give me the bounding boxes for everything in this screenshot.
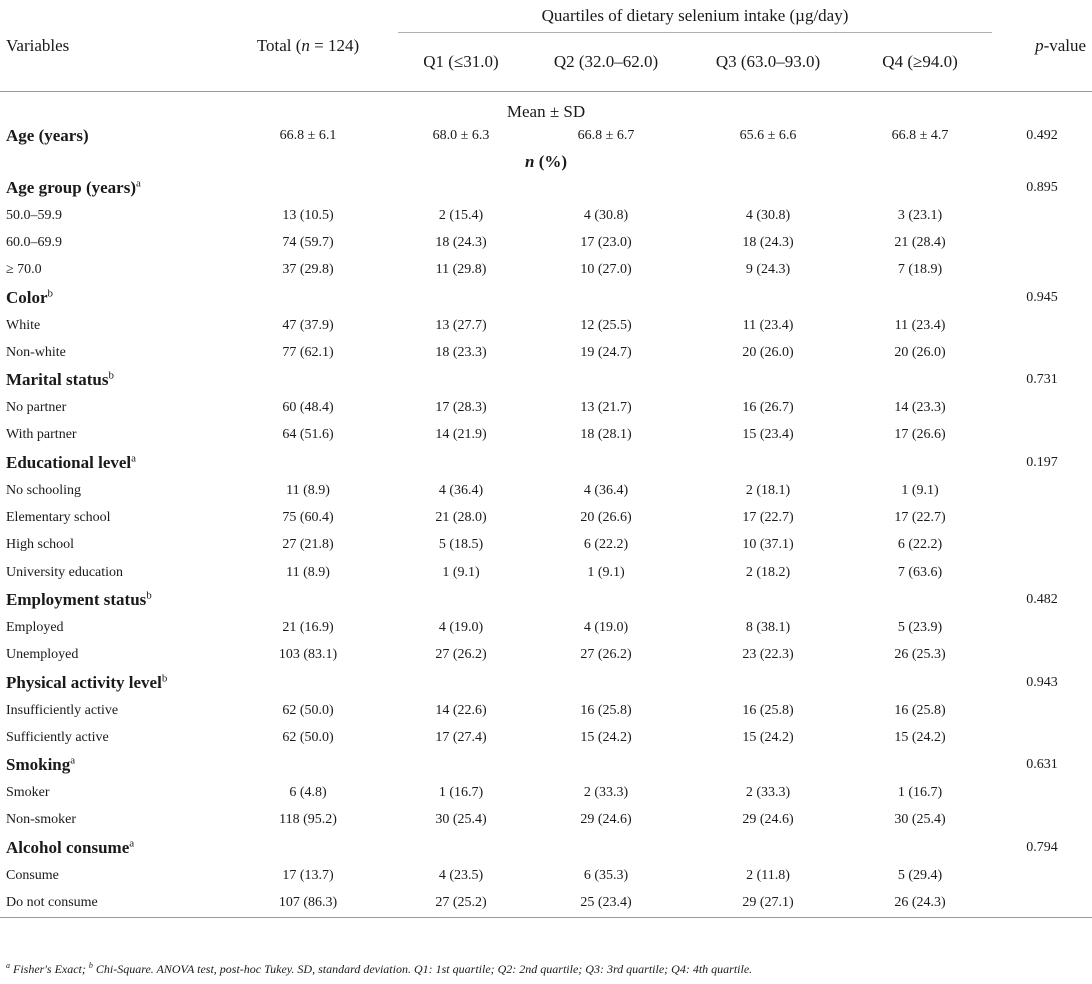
cell-total: 64 (51.6): [282, 427, 334, 443]
cell-pvalue-empty: [992, 477, 1092, 504]
cell-q1: 14 (21.9): [435, 427, 487, 443]
group-footnote-marker: a: [129, 837, 135, 850]
cell-q1: 13 (27.7): [435, 317, 487, 333]
table-row: [0, 697, 1092, 724]
cell-q1: 27 (26.2): [435, 647, 487, 663]
cell-q4: 3 (23.1): [897, 207, 943, 223]
cell-q1: 27 (25.2): [435, 894, 487, 910]
cell-q4: 66.8 ± 4.7: [891, 128, 949, 143]
table-body: [0, 92, 1092, 918]
cell-q3: 11 (23.4): [742, 317, 794, 333]
n-percent-label: [0, 150, 1092, 174]
table-row: [0, 504, 1092, 531]
cell-pvalue-empty: [992, 862, 1092, 889]
n-percent-rest: (%): [534, 152, 568, 171]
row-label: No partner: [6, 400, 67, 416]
cell-q4: 16 (25.8): [894, 702, 946, 718]
cell-q4: 5 (29.4): [897, 867, 943, 883]
cell-q1: 1 (16.7): [438, 785, 484, 801]
cell-total: 77 (62.1): [282, 344, 334, 360]
cell-total: 37 (29.8): [282, 262, 334, 278]
pvalue-header-p: p: [1035, 35, 1044, 55]
cell-q1: 18 (24.3): [435, 234, 487, 250]
footnote-a-marker: a: [6, 961, 10, 970]
table-row: [0, 422, 1092, 449]
cell-q4: 7 (18.9): [897, 262, 943, 278]
group-header-row: [0, 586, 1092, 614]
cell-pvalue-empty: [992, 532, 1092, 559]
cell-total: 27 (21.8): [282, 537, 334, 553]
row-label: Consume: [6, 867, 59, 883]
cell-total: 13 (10.5): [282, 207, 334, 223]
group-header-row: [0, 834, 1092, 862]
total-header-n: n: [301, 35, 310, 55]
cell-q1: 4 (36.4): [438, 482, 484, 498]
cell-total: 21 (16.9): [282, 619, 334, 635]
group-label-text: Smoking: [6, 755, 71, 775]
cell-q4: 1 (9.1): [901, 482, 939, 498]
cell-pvalue-empty: [992, 889, 1092, 917]
n-percent-n: n: [525, 152, 535, 171]
cell-q1: 21 (28.0): [435, 510, 487, 526]
row-label: Unemployed: [6, 647, 79, 663]
cell-q3: 23 (22.3): [742, 647, 794, 663]
cell-pvalue-empty: [992, 779, 1092, 806]
cell-q2: 25 (23.4): [580, 894, 632, 910]
cell-q4: 15 (24.2): [894, 729, 946, 745]
cell-pvalue-empty: [992, 202, 1092, 229]
row-label: No schooling: [6, 482, 82, 498]
cell-q3: 29 (27.1): [742, 894, 794, 910]
table-row: [0, 202, 1092, 229]
table-row: [0, 724, 1092, 751]
cell-pvalue-empty: [992, 559, 1092, 586]
cell-q3: 2 (33.3): [745, 785, 791, 801]
cell-total: 17 (13.7): [282, 867, 334, 883]
row-label: ≥ 70.0: [6, 262, 42, 278]
footnote: [6, 962, 752, 977]
table-row: [0, 532, 1092, 559]
table-row: [0, 614, 1092, 641]
group-label: [0, 669, 992, 697]
cell-pvalue-empty: [992, 312, 1092, 339]
cell-q2: 66.8 ± 6.7: [577, 128, 635, 143]
cell-q4: 6 (22.2): [897, 537, 943, 553]
row-label: Non-smoker: [6, 812, 76, 828]
table-row: [0, 394, 1092, 421]
group-label-text: Alcohol consume: [6, 838, 130, 858]
cell-pvalue-empty: [992, 504, 1092, 531]
cell-q4: 20 (26.0): [894, 344, 946, 360]
footnote-b-text: Chi-Square. ANOVA test, post-hoc Tukey. SD, standard deviation. Q1: 1st quartile; Q2: 2nd quartile; Q3: 3rd quartile; Q4: 4th quartile.: [92, 962, 753, 976]
group-label: [0, 284, 992, 312]
cell-q2: 12 (25.5): [580, 317, 632, 333]
cell-total: 47 (37.9): [282, 317, 334, 333]
cell-q2: 1 (9.1): [587, 564, 625, 580]
cell-q2: 27 (26.2): [580, 647, 632, 663]
cell-q1: 18 (23.3): [435, 344, 487, 360]
cell-pvalue-empty: [992, 697, 1092, 724]
row-label: Sufficiently active: [6, 729, 109, 745]
group-footnote-marker: b: [47, 287, 54, 300]
cell-q1: 1 (9.1): [442, 564, 480, 580]
cell-pvalue-empty: [992, 724, 1092, 751]
pvalue-header: [992, 0, 1092, 92]
pvalue-header-suffix: -value: [1043, 35, 1087, 55]
cell-q1: 5 (18.5): [438, 537, 484, 553]
group-footnote-marker: a: [70, 754, 76, 767]
total-header-suffix: = 124): [309, 35, 360, 55]
row-label: Non-white: [6, 344, 66, 360]
cell-q3: 2 (18.2): [745, 564, 791, 580]
table-row: [0, 477, 1092, 504]
cell-total: 75 (60.4): [282, 510, 334, 526]
row-label: 50.0–59.9: [6, 207, 62, 223]
cell-total: 62 (50.0): [282, 729, 334, 745]
cell-pvalue: 0.945: [1026, 289, 1058, 305]
group-label: [0, 449, 992, 477]
cell-q3: 8 (38.1): [745, 619, 791, 635]
total-header-prefix: Total (: [256, 35, 302, 55]
table-header: [0, 0, 1092, 92]
group-label-text: Physical activity level: [6, 672, 162, 692]
cell-q1: 4 (23.5): [438, 867, 484, 883]
group-label-text: Employment status: [6, 590, 147, 610]
total-header: [218, 0, 398, 92]
cell-pvalue-empty: [992, 807, 1092, 834]
group-label: [0, 174, 992, 202]
cell-q3: 2 (18.1): [745, 482, 791, 498]
cell-q4: 11 (23.4): [894, 317, 946, 333]
cell-q2: 20 (26.6): [580, 510, 632, 526]
row-label: Insufficiently active: [6, 702, 119, 718]
row-label: Do not consume: [6, 894, 98, 910]
row-label: With partner: [6, 427, 77, 443]
cell-q4: 26 (25.3): [894, 647, 946, 663]
row-label: University education: [6, 564, 124, 580]
cell-q2: 18 (28.1): [580, 427, 632, 443]
cell-total: 62 (50.0): [282, 702, 334, 718]
table-row: [0, 862, 1092, 889]
cell-q2: 15 (24.2): [580, 729, 632, 745]
table-row: [0, 339, 1092, 366]
cell-q3: 15 (24.2): [742, 729, 794, 745]
age-row: [0, 122, 1092, 150]
cell-q2: 4 (36.4): [583, 482, 629, 498]
cell-total: 60 (48.4): [282, 400, 334, 416]
group-label: [0, 834, 992, 862]
cell-q3: 9 (24.3): [745, 262, 791, 278]
cell-pvalue: 0.794: [1026, 840, 1058, 856]
group-footnote-marker: b: [108, 369, 114, 382]
q4-header: Q4 (≥94.0): [882, 52, 958, 71]
group-footnote-marker: a: [131, 452, 137, 465]
cell-q1: 4 (19.0): [438, 619, 484, 635]
cell-pvalue-empty: [992, 614, 1092, 641]
group-footnote-marker: b: [146, 589, 152, 602]
cell-q3: 17 (22.7): [742, 510, 794, 526]
table-row: [0, 779, 1092, 806]
cell-q4: 5 (23.9): [897, 619, 943, 635]
mean-sd-label: Mean ± SD: [506, 102, 586, 121]
cell-q1: 11 (29.8): [435, 262, 487, 278]
table-row: [0, 642, 1092, 669]
group-header-row: [0, 366, 1092, 394]
group-label-text: Marital status: [6, 370, 109, 390]
row-label: High school: [6, 537, 75, 553]
row-label: 60.0–69.9: [6, 234, 62, 250]
cell-q4: 17 (26.6): [894, 427, 946, 443]
table-row: [0, 312, 1092, 339]
cell-q1: 17 (27.4): [435, 729, 487, 745]
cell-q2: 10 (27.0): [580, 262, 632, 278]
row-label: Age (years): [6, 126, 89, 145]
cell-q2: 29 (24.6): [580, 812, 632, 828]
cell-pvalue: 0.197: [1026, 455, 1058, 471]
footnote-b-marker: b: [88, 961, 93, 970]
cell-pvalue-empty: [992, 229, 1092, 256]
cell-q4: 21 (28.4): [894, 234, 946, 250]
row-label: Smoker: [6, 785, 50, 801]
row-label: Elementary school: [6, 510, 111, 526]
group-header-row: [0, 669, 1092, 697]
cell-q2: 16 (25.8): [580, 702, 632, 718]
cell-pvalue: 0.492: [1026, 128, 1058, 143]
cell-pvalue-empty: [992, 642, 1092, 669]
group-header-row: [0, 449, 1092, 477]
cell-q3: 2 (11.8): [746, 867, 790, 883]
table-row: [0, 807, 1092, 834]
q1-header: Q1 (≤31.0): [423, 52, 499, 71]
group-header-row: [0, 174, 1092, 202]
table-row: [0, 229, 1092, 256]
cell-q3: 4 (30.8): [745, 207, 791, 223]
q3-header: Q3 (63.0–93.0): [715, 52, 821, 71]
q2-header: Q2 (32.0–62.0): [553, 52, 659, 71]
cell-pvalue-empty: [992, 339, 1092, 366]
cell-pvalue-empty: [992, 422, 1092, 449]
cell-total: 11 (8.9): [286, 564, 330, 580]
footnote-a-text: Fisher's Exact;: [10, 962, 89, 976]
cell-q2: 19 (24.7): [580, 344, 632, 360]
cell-q2: 6 (22.2): [583, 537, 629, 553]
cell-q4: 26 (24.3): [894, 894, 946, 910]
cell-total: 74 (59.7): [282, 234, 334, 250]
cell-q3: 29 (24.6): [742, 812, 794, 828]
cell-q2: 6 (35.3): [583, 867, 629, 883]
cell-q3: 10 (37.1): [742, 537, 794, 553]
table-row: [0, 257, 1092, 284]
cell-pvalue-empty: [992, 257, 1092, 284]
cell-total: 103 (83.1): [278, 647, 338, 663]
cell-q2: 17 (23.0): [580, 234, 632, 250]
group-header-row: [0, 284, 1092, 312]
row-label: White: [6, 317, 41, 333]
cell-total: 118 (95.2): [279, 812, 337, 828]
cell-total: 66.8 ± 6.1: [279, 128, 337, 143]
group-footnote-marker: a: [136, 177, 141, 190]
cell-q1: 2 (15.4): [438, 207, 484, 223]
cell-q1: 68.0 ± 6.3: [432, 128, 490, 143]
cell-q2: 4 (19.0): [583, 619, 629, 635]
cell-pvalue: 0.731: [1026, 372, 1058, 388]
cell-q4: 14 (23.3): [894, 400, 946, 416]
cell-q3: 18 (24.3): [742, 234, 794, 250]
group-label-text: Educational level: [6, 453, 132, 473]
cell-pvalue: 0.895: [1026, 180, 1058, 195]
cell-q3: 16 (25.8): [742, 702, 794, 718]
cell-q3: 65.6 ± 6.6: [739, 128, 797, 143]
row-label: Employed: [6, 619, 64, 635]
cell-q2: 2 (33.3): [583, 785, 629, 801]
cell-q4: 30 (25.4): [894, 812, 946, 828]
cell-q3: 20 (26.0): [742, 344, 794, 360]
cell-q3: 15 (23.4): [742, 427, 794, 443]
table-row: [0, 559, 1092, 586]
cell-pvalue-empty: [992, 394, 1092, 421]
group-label: [0, 366, 992, 394]
cell-q4: 17 (22.7): [894, 510, 946, 526]
table-row: [0, 889, 1092, 917]
cell-pvalue: 0.482: [1026, 592, 1058, 608]
cell-total: 107 (86.3): [278, 894, 338, 910]
group-label-text: Age group (years): [6, 178, 136, 197]
cell-q2: 4 (30.8): [583, 207, 629, 223]
cell-q3: 16 (26.7): [742, 400, 794, 416]
quartile-header: Quartiles of dietary selenium intake (µg/day): [398, 0, 992, 33]
group-label: [0, 586, 992, 614]
cell-pvalue: 0.943: [1026, 674, 1058, 690]
cell-q1: 14 (22.6): [435, 702, 487, 718]
variables-header: Variables: [6, 35, 70, 55]
cell-q4: 1 (16.7): [897, 785, 943, 801]
group-label-text: Color: [6, 287, 48, 307]
cell-q1: 30 (25.4): [435, 812, 487, 828]
cell-total: 6 (4.8): [289, 785, 327, 801]
group-header-row: [0, 751, 1092, 779]
cell-q1: 17 (28.3): [435, 400, 487, 416]
group-footnote-marker: b: [161, 672, 168, 685]
cell-total: 11 (8.9): [286, 482, 330, 498]
cell-q2: 13 (21.7): [580, 400, 632, 416]
group-label: [0, 751, 992, 779]
cell-pvalue: 0.631: [1026, 757, 1058, 773]
cell-q4: 7 (63.6): [897, 564, 943, 580]
